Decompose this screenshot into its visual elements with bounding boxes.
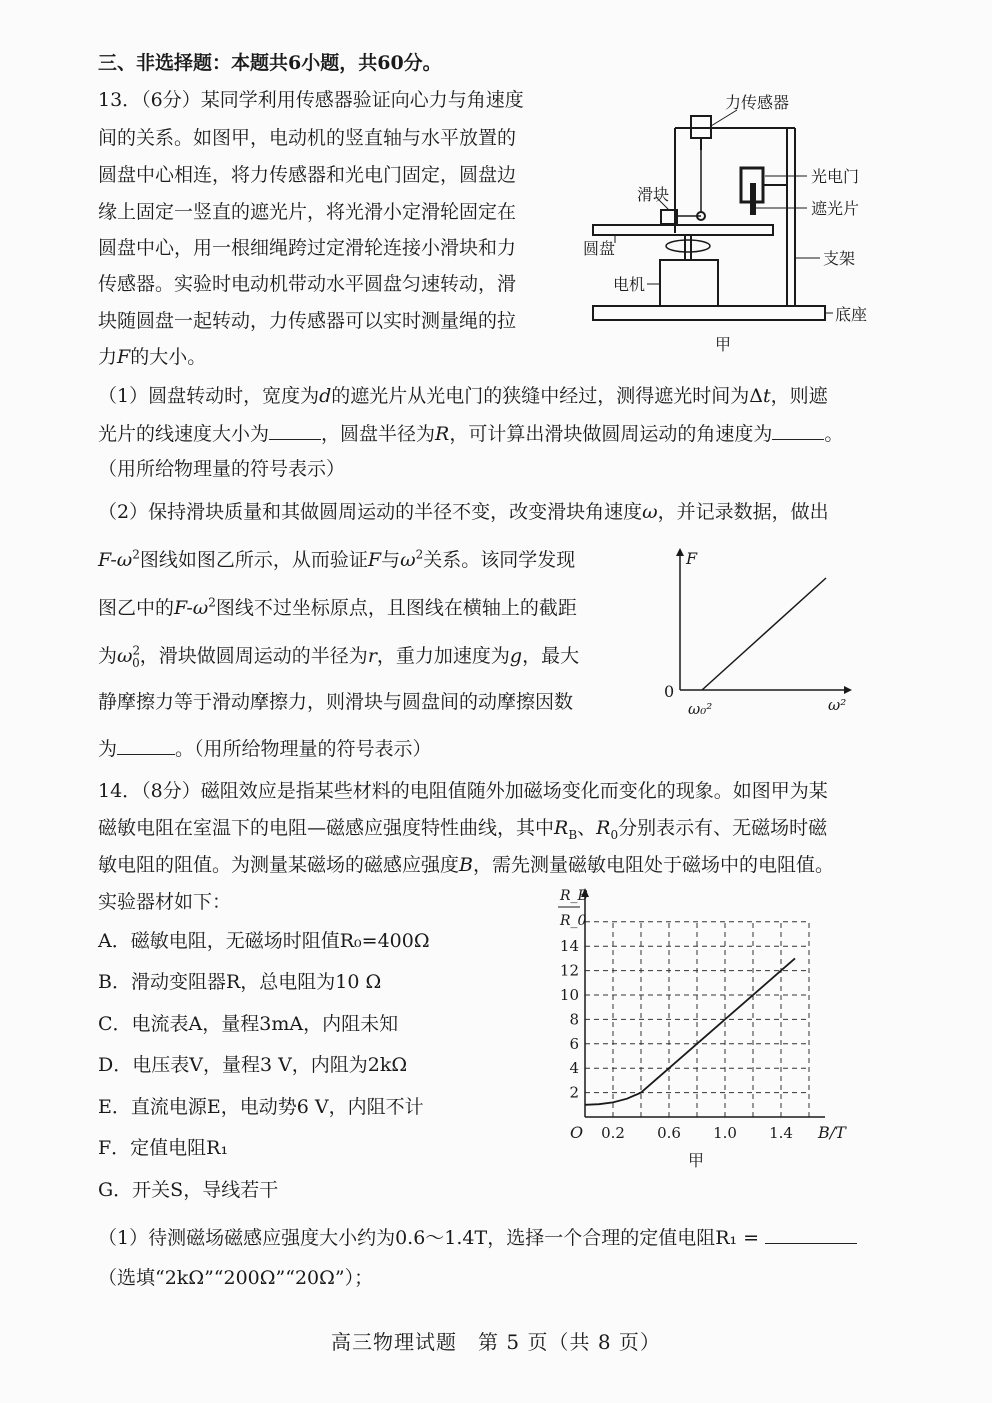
chart-y-tick-label: 8 (569, 1010, 579, 1029)
label-disc: 圆盘 (583, 239, 616, 258)
fig-jia-caption: 甲 (715, 335, 732, 354)
f-omega-graph (660, 540, 860, 725)
answer-blank-angular-velocity[interactable] (772, 421, 824, 440)
q13-p2-line5: 静摩擦力等于滑动摩擦力，则滑块与圆盘间的动摩擦因数 (98, 691, 574, 713)
q13-p2-line2: $F-\omega^2$图线如图乙所示，从而验证F与$\omega^2$关系。该同学发现 (98, 547, 576, 571)
chart-xlabel: B/T (818, 1123, 846, 1142)
q13-intro-line: 圆盘中心相连，将力传感器和光电门固定，圆盘边 (98, 164, 517, 186)
q13-intro-line: 传感器。实验时电动机带动水平圆盘匀速转动，滑 (98, 273, 517, 295)
answer-blank-velocity[interactable] (269, 421, 321, 440)
q13-intro-line: 块随圆盘一起转动，力传感器可以实时测量绳的拉 (98, 310, 517, 332)
page-footer: 高三物理试题 第 5 页（共 8 页） (331, 1330, 661, 1354)
item-e: E．直流电源E，电动势6 V，内阻不计 (98, 1096, 424, 1118)
q14-line2: 磁敏电阻在室温下的电阻—磁感应强度特性曲线，其中$R_B$、$R_0$分别表示有、无磁场时磁 (98, 817, 828, 842)
q13-intro-last: 力F的大小。 (98, 346, 207, 368)
graph2-y-label: F (686, 549, 698, 568)
chart-series-curve (585, 958, 795, 1104)
label-force-sensor: 力传感器 (725, 93, 790, 112)
chart-x-tick-label: 1.0 (713, 1124, 737, 1142)
answer-blank-resistor[interactable] (765, 1225, 857, 1244)
chart-x-tick-label: 1.4 (769, 1124, 793, 1142)
q13-p1-line1: （1）圆盘转动时，宽度为d的遮光片从光电门的狭缝中经过，测得遮光时间为Δt，则遮 (98, 385, 828, 407)
q13-intro-line: 13．（6分）某同学利用传感器验证向心力与角速度 (98, 89, 524, 111)
item-f: F．定值电阻R₁ (98, 1137, 229, 1159)
item-g: G．开关S，导线若干 (98, 1179, 279, 1201)
chart-y-tick-label: 6 (569, 1034, 579, 1053)
graph2-origin: 0 (664, 682, 675, 701)
chart-origin: O (570, 1123, 584, 1142)
q13-p2-line6: 为 。（用所给物理量的符号表示） (98, 738, 432, 760)
label-motor: 电机 (613, 275, 646, 294)
chart-y-tick-label: 14 (559, 937, 579, 956)
q13-p1-line3: （用所给物理量的符号表示） (98, 458, 346, 480)
q13-p2-line1: （2）保持滑块质量和其做圆周运动的半径不变，改变滑块角速度ω，并记录数据，做出 (98, 501, 829, 523)
item-c: C．电流表A，量程3mA，内阻未知 (98, 1013, 399, 1035)
chart-x-tick-label: 0.2 (601, 1124, 625, 1142)
item-a: A．磁敏电阻，无磁场时阻值R₀=400Ω (98, 930, 430, 952)
chart-y-tick-label: 12 (559, 961, 579, 980)
chart-y-tick-label: 4 (569, 1059, 579, 1078)
q14-line4: 实验器材如下： (98, 891, 232, 913)
label-base: 底座 (835, 305, 868, 324)
q13-intro-line: 间的关系。如图甲，电动机的竖直轴与水平放置的 (98, 127, 517, 149)
item-d: D．电压表V，量程3 V，内阻为2kΩ (98, 1054, 408, 1076)
chart-y-tick-label: 10 (559, 986, 579, 1004)
label-light-shield: 遮光片 (811, 199, 860, 218)
label-slider: 滑块 (637, 185, 670, 204)
chart-axes (585, 894, 825, 1117)
label-photogate: 光电门 (811, 167, 860, 186)
chart-y-tick-label: 2 (569, 1083, 579, 1102)
q14-p1-line1: （1）待测磁场磁感应强度大小约为0.6～1.4T，选择一个合理的定值电阻R₁ = (98, 1225, 857, 1250)
label-support: 支架 (823, 249, 856, 268)
answer-blank-friction[interactable] (117, 736, 175, 755)
magnetoresistance-chart (550, 880, 850, 1180)
chart-ylabel-num: R_B (560, 888, 588, 904)
q13-p2-line3: 图乙中的$F-\omega^2$图线不过坐标原点，且图线在横轴上的截距 (98, 595, 577, 619)
apparatus-diagram (575, 88, 875, 360)
q14-p1-line2: （选填“2kΩ”“200Ω”“20Ω”）； (98, 1267, 374, 1289)
q14-line1: 14．（8分）磁阻效应是指某些材料的电阻值随外加磁场变化而变化的现象。如图甲为某 (98, 780, 828, 802)
chart-ylabel-den: R_0 (560, 913, 587, 929)
graph2-x-tick: ω₀² (688, 700, 713, 718)
section-header: 三、非选择题：本题共6小题，共60分。 (98, 52, 442, 74)
chart-x-tick-label: 0.6 (657, 1124, 681, 1142)
q13-intro-line: 缘上固定一竖直的遮光片，将光滑小定滑轮固定在 (98, 201, 517, 223)
graph2-x-label: ω² (828, 696, 847, 714)
q13-p2-line4: 为$\omega^2_0$，滑块做圆周运动的半径为r，重力加速度为g，最大 (98, 643, 580, 670)
q13-p1-line2: 光片的线速度大小为 ，圆盘半径为R，可计算出滑块做圆周运动的角速度为 。 (98, 423, 844, 445)
item-b: B．滑动变阻器R，总电阻为10 Ω (98, 971, 382, 993)
chart-caption: 甲 (688, 1151, 705, 1170)
q14-line3: 敏电阻的阻值。为测量某磁场的磁感应强度B，需先测量磁敏电阻处于磁场中的电阻值。 (98, 854, 834, 876)
q13-intro-line: 圆盘中心，用一根细绳跨过定滑轮连接小滑块和力 (98, 237, 517, 259)
chart-grid (585, 922, 809, 1117)
